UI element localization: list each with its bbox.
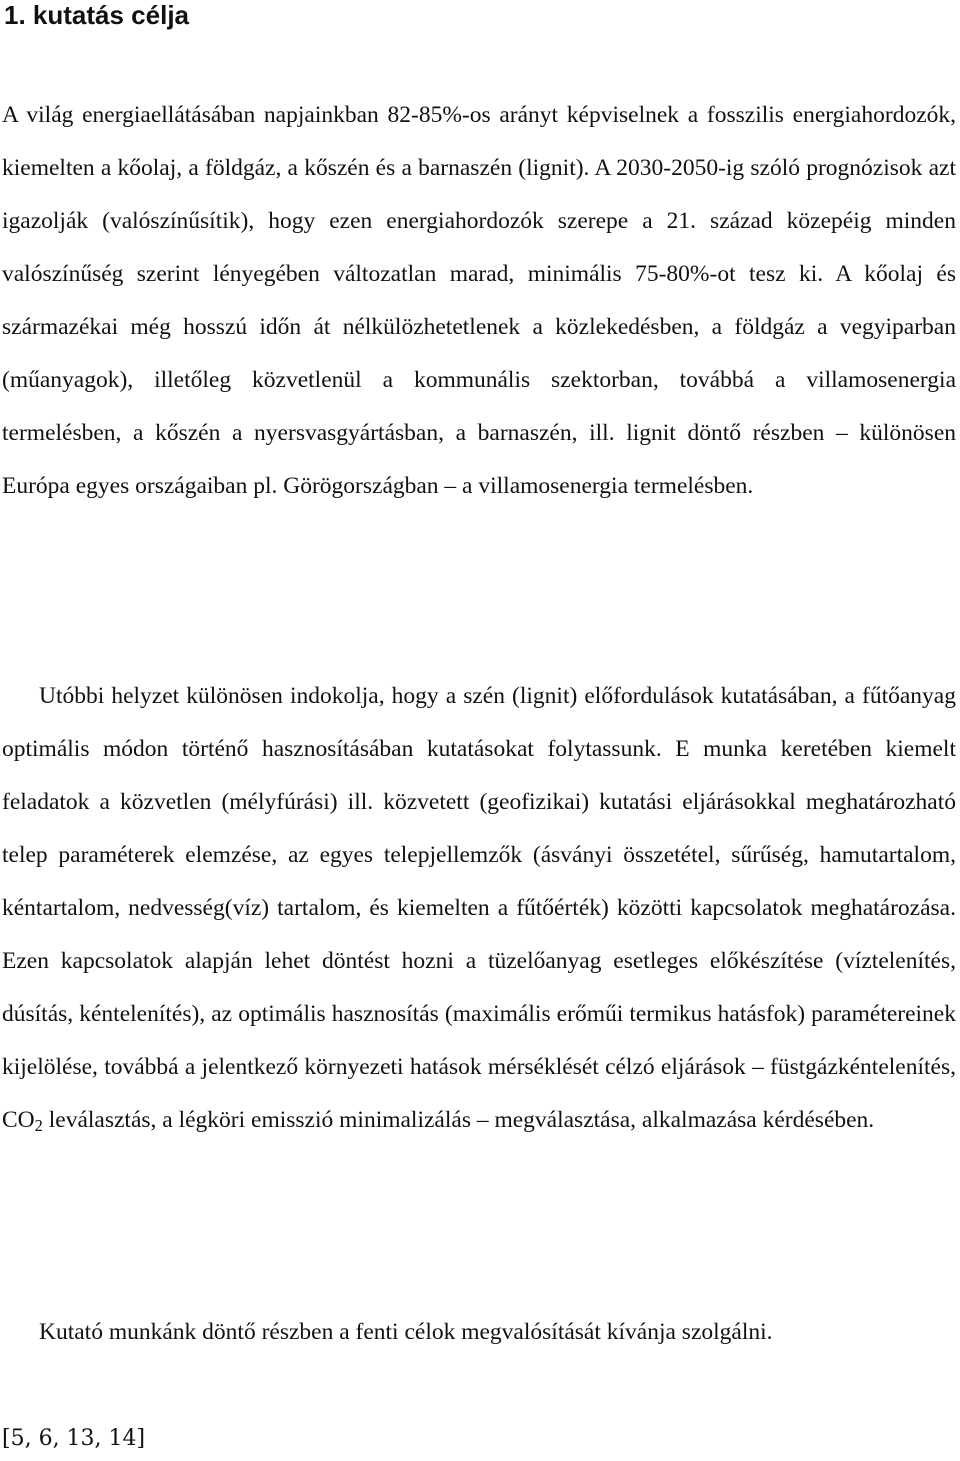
paragraph-research-tasks: [2, 670, 956, 1147]
section-heading: 1. kutatás célja: [4, 0, 189, 30]
citation-references: [5, 6, 13, 14]: [2, 1426, 146, 1451]
paragraph-research-goal: Kutató munkánk döntő részben a fenti célok megvalósítását kívánja szolgálni.: [39, 1319, 773, 1345]
paragraph-research-tasks-part1: Utóbbi helyzet különösen indokolja, hogy a szén (lignit) előfordulások kutatásában, a fűtőanyag optimális módon történő hasznosításában kutatásokat folytassunk. E munka keretében kiemelt feladatok a közvetlen (mélyfúrási) ill. közvetett (geofizikai) kutatási eljárásokkal meghatározható telep paraméterek elemzése, az egyes telepjellemzők (ásványi összetétel, sűrűség, hamutartalom, kéntartalom, nedvesség(víz) tartalom, és kiemelten a fűtőérték) közötti kapcsolatok meghatározása. Ezen kapcsolatok alapján lehet döntést hozni a tüzelőanyag esetleges előkészítése (víztelenítés, dúsítás, kéntelenítés), az optimális hasznosítás (maximális erőműi termikus hatásfok) paramétereinek kijelölése, továbbá a jelentkező környezeti hatások mérséklését célzó eljárások – füstgázkéntelenítés, CO: [2, 683, 956, 1133]
paragraph-energy-supply: A világ energiaellátásában napjainkban 82-85%-os arányt képviselnek a fosszilis energiahordozók, kiemelten a kőolaj, a földgáz, a kőszén és a barnaszén (lignit). A 2030-2050-ig szóló prognózisok azt igazolják (valószínűsítik), hogy ezen energiahordozók szerepe a 21. század közepéig minden valószínűség szerint lényegében változatlan marad, minimális 75-80%-ot tesz ki. A kőolaj és származékai még hosszú időn át nélkülözhetetlenek a közlekedésben, a földgáz a vegyiparban (műanyagok), illetőleg közvetlenül a kommunális szektorban, továbbá a villamosenergia termelésben, a kőszén a nyersvasgyártásban, a barnaszén, ill. lignit döntő részben – különösen Európa egyes országaiban pl. Görögországban – a villamosenergia termelésben.: [2, 102, 956, 499]
paragraph-research-tasks-part2: leválasztás, a légköri emisszió minimalizálás – megválasztása, alkalmazása kérdésében.: [42, 1107, 875, 1133]
co2-subscript: 2: [34, 1116, 43, 1136]
